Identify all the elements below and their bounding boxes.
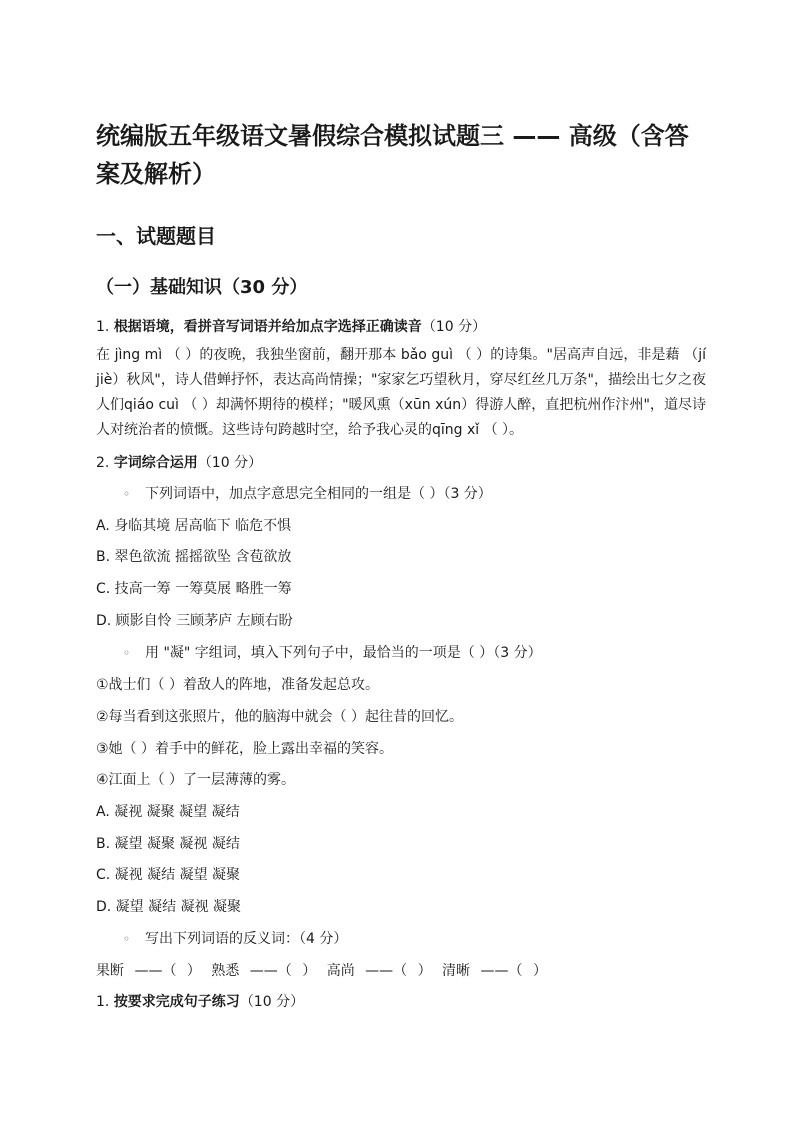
sub-question-2: [123, 642, 542, 662]
option-b: B. 翠色欲流 摇摇欲坠 含苞欲放: [96, 549, 292, 565]
sentence-4: ④江面上（ ）了一层薄薄的雾。: [96, 772, 296, 788]
question-1-paragraph: 在 jìng mì （ ）的夜晚，我独坐窗前，翻开那本 bǎo guì （ ）的诗集。"居高声自远，非是藉 （jí jiè）秋风"，诗人借蝉抒怀，表达高尚情操；"家家乞巧望秋月，穿尽红丝几万条"，描绘出七夕之夜人们qiáo cuì （ ）却满怀期待的模样；"暖风熏（xūn xún）得游人醉，直把杭州作汴州"，道尽诗人对统治者的愤慨。这些诗句跨越时空，给予我心灵的qīng xǐ （ ）。: [96, 347, 706, 438]
question-label: 字词综合运用: [113, 455, 198, 471]
question-number: 1.: [96, 319, 110, 335]
option-a: A. 身临其境 居高临下 临危不惧: [96, 518, 292, 534]
sub-question-text: 下列词语中，加点字意思完全相同的一组是（ ）（3 分）: [145, 486, 492, 502]
question-label: 按要求完成句子练习: [113, 994, 240, 1010]
sub-question-text: 写出下列词语的反义词：（4 分）: [145, 931, 348, 947]
sub-question-text: 用 "凝" 字组词，填入下列句子中，最恰当的一项是（ ）（3 分）: [145, 645, 542, 661]
question-1-heading: [96, 316, 486, 336]
question-number: 2.: [96, 455, 110, 471]
sub-question-1: [123, 483, 492, 503]
document-title-line1: 统编版五年级语文暑假综合模拟试题三 —— 高级（含答: [96, 122, 689, 150]
bullet-icon: ◦: [123, 487, 131, 501]
question-score: （10 分）: [239, 994, 305, 1010]
question-number: 1.: [96, 994, 110, 1010]
option-a: A. 凝视 凝聚 凝望 凝结: [96, 804, 240, 820]
sentence-1: ①战士们（ ）着敌人的阵地，准备发起总攻。: [96, 677, 379, 693]
option-c: C. 技高一筹 一筹莫展 略胜一筹: [96, 581, 292, 597]
option-b: B. 凝望 凝聚 凝视 凝结: [96, 836, 240, 852]
section-heading: 一、试题题目: [96, 224, 216, 248]
question-score: （10 分）: [421, 319, 487, 335]
bullet-icon: ◦: [123, 932, 131, 946]
bullet-icon: ◦: [123, 646, 131, 660]
option-c: C. 凝视 凝结 凝望 凝聚: [96, 867, 241, 883]
question-2-heading: [96, 452, 262, 472]
question-score: （10 分）: [197, 455, 263, 471]
document-title-line2: 案及解析）: [96, 160, 216, 188]
sentence-3: ③她（ ）着手中的鲜花，脸上露出幸福的笑容。: [96, 741, 393, 757]
sentence-2: ②每当看到这张照片，他的脑海中就会（ ）起往昔的回忆。: [96, 709, 463, 725]
antonym-line: 果断 ——（ ） 熟悉 ——（ ） 高尚 ——（ ） 清晰 ——（ ）: [96, 963, 547, 979]
question-label: 根据语境，看拼音写词语并给加点字选择正确读音: [113, 319, 422, 335]
option-d: D. 凝望 凝结 凝视 凝聚: [96, 899, 242, 915]
sub-question-3: [123, 928, 347, 948]
subsection-heading: （一）基础知识（30 分）: [96, 277, 308, 298]
question-3-heading: [96, 991, 304, 1011]
option-d: D. 顾影自怜 三顾茅庐 左顾右盼: [96, 613, 293, 629]
